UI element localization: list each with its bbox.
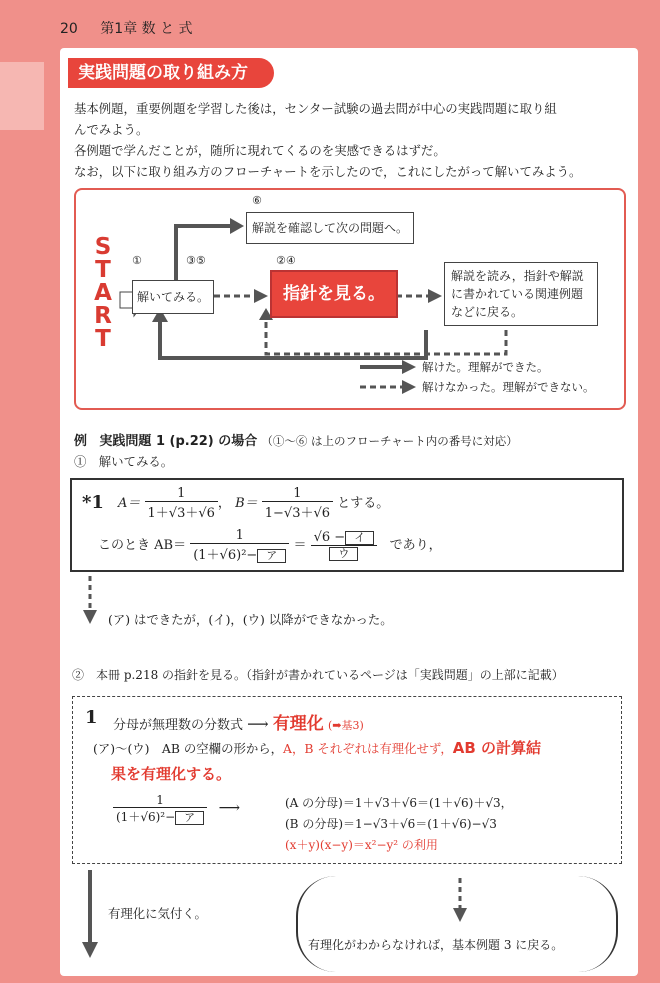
equals: ＝ <box>293 538 307 553</box>
answer-box-u: ウ <box>329 547 358 561</box>
key-rationalize: 有理化 <box>272 714 324 734</box>
intro-line: なお，以下に取り組み方のフローチャートを示したので，これにしたがって解いてみよう。 <box>74 164 582 179</box>
page-content <box>60 48 638 976</box>
a-den: 1＋√3＋√6 <box>147 506 215 521</box>
side-tab <box>0 62 44 130</box>
hint-line2-pre: (ア)～(ウ) AB の空欄の形から， <box>93 741 284 756</box>
hint-line1 <box>113 709 364 734</box>
answer-box-i: イ <box>345 531 374 545</box>
problem-tail: とする。 <box>337 496 390 511</box>
solve-box: 解いてみる。 <box>132 280 214 314</box>
start-letter: T <box>95 326 111 352</box>
intro-line: 基本例題，重要例題を学習した後は，センター試験の過去問が中心の実践問題に取り組 <box>74 101 557 116</box>
ab-den: (1＋√6)²− <box>193 548 258 563</box>
hint-explanation-box <box>72 696 622 864</box>
line2-pre: このとき AB＝ <box>98 538 187 553</box>
hint-box: 指針を見る。 <box>270 270 398 318</box>
hint-line2 <box>93 737 541 758</box>
legend-solved: 解けた。理解ができた。 <box>422 360 549 374</box>
ref-link: (➡基3) <box>327 719 364 732</box>
intro-line: 各例題で学んだことが，随所に現れてくるのを実感できるはずだ。 <box>74 143 446 158</box>
start-letter: A <box>94 280 112 306</box>
back-line: などに戻る。 <box>451 305 524 319</box>
eq-a: (A の分母)＝1＋√3＋√6＝(1＋√6)＋√3， <box>285 796 513 810</box>
b-num: 1 <box>262 486 333 502</box>
hint-frac-den: (1＋√6)²− <box>116 810 176 824</box>
arrow-glyph: ⟶ <box>218 798 241 817</box>
problem-number: *1 <box>82 492 104 513</box>
step-number: ②④ <box>276 254 296 267</box>
b-label: B＝ <box>235 496 258 511</box>
hint-fraction <box>113 793 207 825</box>
hint-fraction-row <box>113 793 240 825</box>
hint-frac-num: 1 <box>113 793 207 808</box>
arrow-glyph: ⟶ <box>247 715 269 733</box>
hint-line2-big: AB の計算結 <box>452 739 541 757</box>
hint-line1-text: 分母が無理数の分数式 <box>113 718 244 733</box>
step-two: ② 本冊 p.218 の指針を見る。（指針が書かれているページは「実践問題」の上部に記載） <box>72 668 564 682</box>
bottom-right-note: 有理化がわからなければ，基本例題 3 に戻る。 <box>308 938 564 952</box>
a-num: 1 <box>145 486 218 502</box>
eq-b: (B の分母)＝1−√3＋√6＝(1＋√6)−√3 <box>285 817 497 831</box>
status-note: (ア) はできたが，(イ)，(ウ) 以降ができなかった。 <box>108 612 393 627</box>
page-header <box>60 18 193 38</box>
start-letter: T <box>95 257 111 283</box>
legend-unsolved: 解けなかった。理解ができない。 <box>422 380 595 394</box>
problem-line1: A＝ $\frac{1}{1+√3+√6}$ ， B＝ $\frac{1}{1-√3+√6}$ とする。 <box>118 486 390 521</box>
answer-box-a: ア <box>257 549 286 563</box>
r-num: √6 − <box>313 530 346 545</box>
back-line: に書かれている関連例題 <box>451 287 584 301</box>
back-line: 解説を読み，指針や解説 <box>451 269 584 283</box>
answer-box-a: ア <box>175 811 204 825</box>
next-box: 解説を確認して次の問題へ。 <box>246 212 414 244</box>
page-number: 20 <box>60 21 78 37</box>
intro-line: んでみよう。 <box>74 122 149 137</box>
chapter-title: 第1章 数 と 式 <box>100 21 193 37</box>
example-label: 例 <box>74 434 88 449</box>
b-den: 1−√3＋√6 <box>264 506 331 521</box>
hint-line2-red: A，B それぞれは有理化せず， <box>283 741 453 756</box>
section-title: 実践問題の取り組み方 <box>68 58 274 88</box>
hint-number: 1 <box>85 707 98 728</box>
step-number: ③⑤ <box>186 254 206 267</box>
hint-equations <box>285 793 513 856</box>
line2-tail: であり， <box>389 538 442 553</box>
ab-num: 1 <box>190 528 289 544</box>
step-number: ① <box>132 254 142 267</box>
step-number: ⑥ <box>252 194 262 207</box>
example-note: （①～⑥ は上のフローチャート内の番号に対応） <box>261 434 518 448</box>
step-one: ① 解いてみる。 <box>74 454 174 469</box>
bottom-left-note: 有理化に気付く。 <box>108 906 207 921</box>
example-title: 実践問題 1 (p.22) の場合 <box>99 434 258 449</box>
eq-c: (x＋y)(x−y)＝x²−y² の利用 <box>285 838 438 852</box>
start-letter: R <box>94 303 112 329</box>
a-label: A＝ <box>118 496 141 511</box>
start-letter: S <box>94 234 112 260</box>
paren-group <box>296 876 618 972</box>
hint-line3: 果を有理化する。 <box>111 765 232 783</box>
